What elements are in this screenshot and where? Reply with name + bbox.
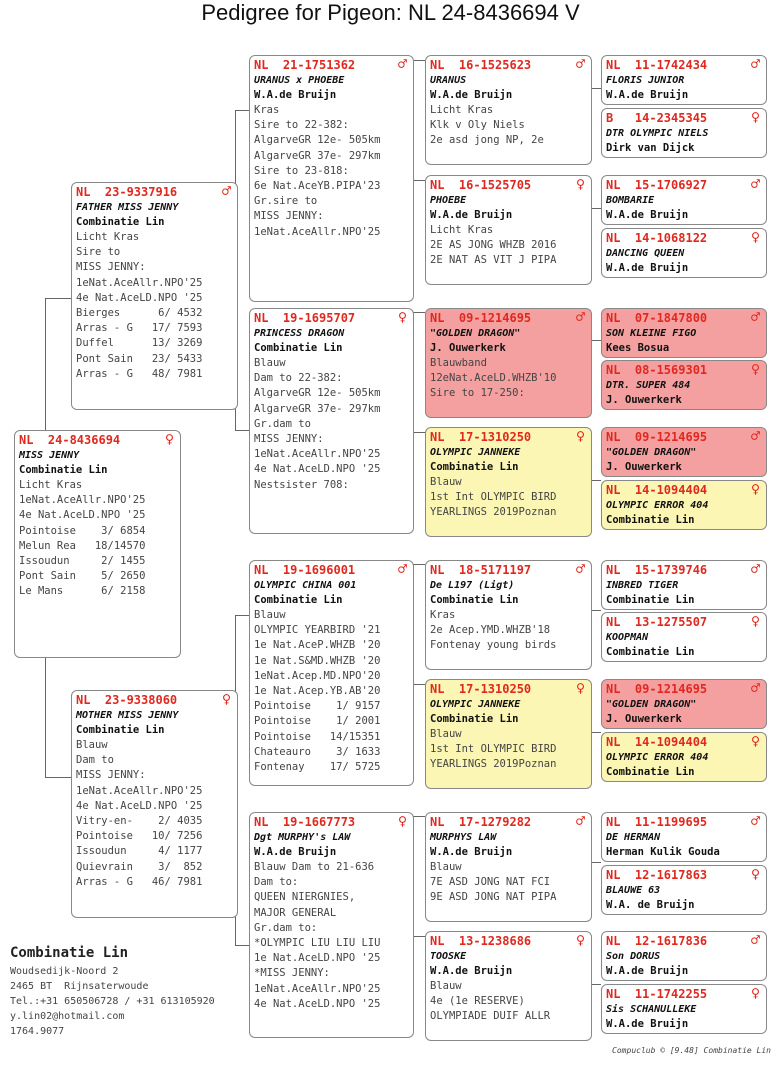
pigeon-card-g16[interactable] <box>601 984 767 1034</box>
male-icon: ♂ <box>750 308 760 326</box>
pigeon-detail-line: AlgarveGR 37e- 297km <box>254 402 381 415</box>
pigeon-owner: Combinatie Lin <box>430 461 519 473</box>
pigeon-detail-line: Bierges 6/ 4532 <box>76 307 203 320</box>
connector-line <box>413 312 425 313</box>
pigeon-name: "GOLDEN DRAGON" <box>606 447 697 458</box>
pigeon-detail-line: Pointoise 1/ 2001 <box>254 715 381 728</box>
ring-number: NL 19-1696001 <box>254 563 356 577</box>
pigeon-detail-line: Arras - G 46/ 7981 <box>76 875 203 888</box>
ring-number: NL 15-1739746 <box>606 563 708 577</box>
pigeon-detail-line: Klk v Oly Niels <box>430 119 525 132</box>
pigeon-detail-line: Blauw <box>76 739 108 751</box>
pigeon-card-g10[interactable] <box>601 612 767 662</box>
pigeon-owner: W.A.de Bruijn <box>430 846 513 858</box>
pigeon-detail-line: 1e Nat.AceP.WHZB '20 <box>254 639 381 652</box>
pigeon-detail-line: 6e Nat.AceYB.PIPA'23 <box>254 180 381 193</box>
pigeon-detail-line: Pointoise 14/15351 <box>254 730 381 743</box>
ring-number: B 14-2345345 <box>606 111 708 125</box>
pigeon-name: OLYMPIC JANNEKE <box>430 699 521 710</box>
pigeon-detail-line: AlgarveGR 12e- 505km <box>254 387 381 400</box>
pigeon-card-dsd[interactable] <box>425 679 592 789</box>
female-icon: ♀ <box>397 308 407 326</box>
pigeon-detail-line: Blauw <box>430 728 462 740</box>
pigeon-name: URANUS <box>430 75 467 86</box>
pigeon-detail-line: Licht Kras <box>19 479 83 491</box>
female-icon: ♀ <box>575 427 585 445</box>
pigeon-detail-line: 2E NAT AS VIT J PIPA <box>430 254 557 267</box>
pigeon-detail-line: Pointoise 3/ 6854 <box>19 524 146 537</box>
pigeon-owner: Combinatie Lin <box>19 464 108 476</box>
male-icon: ♂ <box>575 55 585 73</box>
pigeon-card-sds[interactable] <box>425 308 592 418</box>
pigeon-name: MURPHYS LAW <box>430 832 497 843</box>
pigeon-detail-line: Gr.dam to: <box>254 921 318 934</box>
pigeon-owner: Combinatie Lin <box>76 724 165 736</box>
pigeon-name: URANUS x PHOEBE <box>254 75 345 86</box>
pigeon-detail-line: Blauw <box>254 609 286 621</box>
pigeon-detail-line: Sire to 22-382: <box>254 119 349 132</box>
pigeon-detail-line: Nestsister 708: <box>254 478 349 491</box>
male-icon: ♂ <box>750 812 760 830</box>
pigeon-owner: W.A.de Bruijn <box>606 965 689 977</box>
pigeon-card-g9[interactable] <box>601 560 767 610</box>
pigeon-detail-line: Pont Sain 5/ 2650 <box>19 570 146 583</box>
ring-number: NL 09-1214695 <box>606 682 708 696</box>
male-icon: ♂ <box>575 560 585 578</box>
pigeon-detail-line: 1eNat.AceAllr.NPO'25 <box>254 225 381 238</box>
pigeon-detail-line: OLYMPIC YEARBIRD '21 <box>254 624 381 637</box>
male-icon: ♂ <box>750 427 760 445</box>
pigeon-name: OLYMPIC JANNEKE <box>430 447 521 458</box>
ring-number: NL 16-1525623 <box>430 58 532 72</box>
female-icon: ♀ <box>750 360 760 378</box>
pigeon-owner: Combinatie Lin <box>254 594 343 606</box>
pigeon-detail-line: 1eNat.AceAllr.NPO'25 <box>76 784 203 797</box>
ring-number: NL 13-1275507 <box>606 615 708 629</box>
pigeon-detail-line: 1st Int OLYMPIC BIRD <box>430 743 557 756</box>
pigeon-detail-line: MISS JENNY: <box>76 261 146 274</box>
pigeon-owner: Kees Bosua <box>606 342 670 354</box>
pigeon-owner: W.A.de Bruijn <box>430 89 513 101</box>
pigeon-detail-line: Kras <box>430 609 456 621</box>
pigeon-name: TOOSKE <box>430 951 467 962</box>
ring-number: NL 13-1238686 <box>430 934 532 948</box>
pigeon-detail-line: Blauw <box>430 861 462 873</box>
pigeon-owner: Combinatie Lin <box>254 342 343 354</box>
pigeon-detail-line: 1e Nat.S&MD.WHZB '20 <box>254 654 381 667</box>
connector-line <box>413 180 425 181</box>
pigeon-detail-line: *OLYMPIC LIU LIU LIU <box>254 937 381 950</box>
pigeon-card-dam-sire[interactable] <box>249 560 414 786</box>
pigeon-name: DTR. SUPER 484 <box>606 380 691 391</box>
ring-number: NL 19-1667773 <box>254 815 356 829</box>
pigeon-name: MOTHER MISS JENNY <box>76 710 179 721</box>
pigeon-name: FATHER MISS JENNY <box>76 202 179 213</box>
pigeon-detail-line: Blauwband <box>430 357 487 369</box>
pigeon-detail-line: Blauw Dam to 21-636 <box>254 861 375 873</box>
connector-line <box>413 60 425 61</box>
pigeon-detail-line: Sire to <box>76 246 121 259</box>
connector-line <box>45 657 46 777</box>
connector-line <box>413 684 425 685</box>
pigeon-detail-line: Blauw <box>430 980 462 992</box>
pigeon-detail-line: 1eNat.AceAllr.NPO'25 <box>254 982 381 995</box>
female-icon: ♀ <box>750 984 760 1002</box>
male-icon: ♂ <box>221 182 231 200</box>
pigeon-detail-line: AlgarveGR 12e- 505km <box>254 134 381 147</box>
pigeon-card-dss[interactable] <box>425 560 592 670</box>
pigeon-name: KOOPMAN <box>606 632 649 643</box>
pigeon-owner: Combinatie Lin <box>430 594 519 606</box>
software-credit: Compuclub © [9.48] Combinatie Lin <box>612 1046 771 1055</box>
pigeon-detail-line: Dam to 22-382: <box>254 372 343 385</box>
connector-line <box>235 430 249 431</box>
page-title: Pedigree for Pigeon: NL 24-8436694 V <box>201 0 580 25</box>
pigeon-owner: J. Ouwerkerk <box>606 713 682 725</box>
ring-number: NL 14-1094404 <box>606 735 708 749</box>
pigeon-detail-line: Vitry-en- 2/ 4035 <box>76 815 203 828</box>
pigeon-card-sire-dam[interactable] <box>249 308 414 534</box>
female-icon: ♀ <box>750 228 760 246</box>
pigeon-name: Dgt MURPHY's LAW <box>254 832 351 843</box>
pigeon-owner: W.A.de Bruijn <box>430 209 513 221</box>
ring-number: NL 17-1279282 <box>430 815 532 829</box>
ring-number: NL 24-8436694 <box>19 433 121 447</box>
pigeon-card-g4[interactable] <box>601 228 767 278</box>
ring-number: NL 09-1214695 <box>606 430 708 444</box>
female-icon: ♀ <box>164 430 174 448</box>
breeder-postcode: 2465 BT Rijnsaterwoude <box>10 981 149 992</box>
ring-number: NL 12-1617863 <box>606 868 708 882</box>
pigeon-name: FLORIS JUNIOR <box>606 75 685 86</box>
ring-number: NL 21-1751362 <box>254 58 356 72</box>
pigeon-detail-line: Pont Sain 23/ 5433 <box>76 352 203 365</box>
ring-number: NL 19-1695707 <box>254 311 356 325</box>
pigeon-owner: W.A.de Bruijn <box>606 89 689 101</box>
pigeon-card-ssd[interactable] <box>425 175 592 285</box>
pigeon-detail-line: Licht Kras <box>430 104 494 116</box>
pigeon-detail-line: Issoudun 4/ 1177 <box>76 845 203 858</box>
pigeon-detail-line: 1e Nat.Acep.YB.AB'20 <box>254 685 381 698</box>
pigeon-card-dam-dam[interactable] <box>249 812 414 1038</box>
connector-line <box>45 298 46 432</box>
pigeon-name: DANCING QUEEN <box>606 248 685 259</box>
pigeon-detail-line: Gr.dam to <box>254 417 311 430</box>
pigeon-owner: Herman Kulik Gouda <box>606 846 720 858</box>
pigeon-detail-line: Chateauro 3/ 1633 <box>254 745 381 758</box>
pigeon-detail-line: 4e (1e RESERVE) <box>430 995 525 1008</box>
pigeon-owner: W.A.de Bruijn <box>606 1018 689 1030</box>
pigeon-card-g12[interactable] <box>601 732 767 782</box>
ring-number: NL 23-9338060 <box>76 693 178 707</box>
pigeon-detail-line: *MISS JENNY: <box>254 967 330 980</box>
pigeon-detail-line: 12eNat.AceLD.WHZB'10 <box>430 372 557 385</box>
connector-line <box>591 88 601 89</box>
pigeon-detail-line: 2e Acep.YMD.WHZB'18 <box>430 624 551 637</box>
female-icon: ♀ <box>221 690 231 708</box>
pigeon-card-g6[interactable] <box>601 360 767 410</box>
ring-number: NL 14-1094404 <box>606 483 708 497</box>
ring-number: NL 18-5171197 <box>430 563 532 577</box>
pigeon-name: SON KLEINE FIGO <box>606 328 697 339</box>
pigeon-name: De L197 (Ligt) <box>430 580 515 591</box>
pigeon-detail-line: Licht Kras <box>76 231 140 243</box>
connector-line <box>413 432 425 433</box>
pigeon-card-g13[interactable] <box>601 812 767 862</box>
pigeon-name: MISS JENNY <box>19 450 80 461</box>
pigeon-detail-line: 4e Nat.AceLD.NPO '25 <box>254 997 381 1010</box>
female-icon: ♀ <box>750 732 760 750</box>
pigeon-detail-line: 9E ASD JONG NAT PIPA <box>430 891 557 904</box>
pigeon-detail-line: Duffel 13/ 3269 <box>76 337 203 350</box>
pigeon-detail-line: Sire to 23-818: <box>254 164 349 177</box>
ring-number: NL 14-1068122 <box>606 231 708 245</box>
pigeon-detail-line: Sire to 17-250: <box>430 387 525 400</box>
connector-line <box>45 298 71 299</box>
pigeon-detail-line: Blauw <box>430 476 462 488</box>
female-icon: ♀ <box>575 679 585 697</box>
pigeon-detail-line: 4e Nat.AceLD.NPO '25 <box>19 509 146 522</box>
pigeon-detail-line: MISS JENNY: <box>76 769 146 782</box>
male-icon: ♂ <box>750 679 760 697</box>
male-icon: ♂ <box>397 55 407 73</box>
pigeon-detail-line: 1eNat.AceAllr.NPO'25 <box>254 448 381 461</box>
pigeon-name: Son DORUS <box>606 951 661 962</box>
connector-line <box>591 984 601 985</box>
pigeon-card-g5[interactable] <box>601 308 767 358</box>
pigeon-owner: J. Ouwerkerk <box>430 342 506 354</box>
pigeon-detail-line: YEARLINGS 2019Poznan <box>430 506 557 519</box>
pigeon-detail-line: 1eNat.AceAllr.NPO'25 <box>76 276 203 289</box>
pigeon-name: OLYMPIC CHINA 001 <box>254 580 357 591</box>
ring-number: NL 07-1847800 <box>606 311 708 325</box>
breeder-address: Woudsedijk-Noord 2 <box>10 966 119 977</box>
connector-line <box>591 610 601 611</box>
pigeon-owner: Combinatie Lin <box>606 594 695 606</box>
pigeon-owner: J. Ouwerkerk <box>606 394 682 406</box>
connector-line <box>413 564 425 565</box>
breeder-id: 1764.9077 <box>10 1026 65 1037</box>
pigeon-name: DTR OLYMPIC NIELS <box>606 128 709 139</box>
pigeon-detail-line: Gr.sire to <box>254 195 318 208</box>
connector-line <box>591 732 601 733</box>
pigeon-name: BOMBARIE <box>606 195 655 206</box>
pigeon-name: "GOLDEN DRAGON" <box>430 328 521 339</box>
pigeon-detail-line: Dam to <box>76 754 114 767</box>
connector-line <box>591 208 601 209</box>
connector-line <box>235 615 249 616</box>
pigeon-card-sss[interactable] <box>425 55 592 165</box>
pigeon-card-g15[interactable] <box>601 931 767 981</box>
pigeon-card-sdd[interactable] <box>425 427 592 537</box>
ring-number: NL 12-1617836 <box>606 934 708 948</box>
pigeon-card-dds[interactable] <box>425 812 592 922</box>
pigeon-detail-line: 2E AS JONG WHZB 2016 <box>430 239 557 252</box>
pigeon-detail-line: Arras - G 48/ 7981 <box>76 367 203 380</box>
female-icon: ♀ <box>397 812 407 830</box>
pigeon-detail-line: 1eNat.Acep.MD.NPO'20 <box>254 669 381 682</box>
female-icon: ♀ <box>575 931 585 949</box>
male-icon: ♂ <box>575 308 585 326</box>
female-icon: ♀ <box>575 175 585 193</box>
female-icon: ♀ <box>750 612 760 630</box>
connector-line <box>235 945 249 946</box>
pigeon-card-dam[interactable] <box>71 690 238 918</box>
ring-number: NL 08-1569301 <box>606 363 708 377</box>
female-icon: ♀ <box>750 108 760 126</box>
pigeon-owner: W.A.de Bruijn <box>254 846 337 858</box>
breeder-name: Combinatie Lin <box>10 945 129 961</box>
pigeon-detail-line: Issoudun 2/ 1455 <box>19 555 146 568</box>
male-icon: ♂ <box>397 560 407 578</box>
pigeon-owner: W.A.de Bruijn <box>606 209 689 221</box>
pigeon-owner: Combinatie Lin <box>606 646 695 658</box>
pigeon-card-sire[interactable] <box>71 182 238 410</box>
pigeon-detail-line: Arras - G 17/ 7593 <box>76 322 203 335</box>
pigeon-detail-line: MISS JENNY: <box>254 433 324 446</box>
connector-line <box>591 862 601 863</box>
pigeon-owner: Dirk van Dijck <box>606 142 695 154</box>
ring-number: NL 11-1199695 <box>606 815 708 829</box>
connector-line <box>591 340 601 341</box>
female-icon: ♀ <box>750 480 760 498</box>
pigeon-detail-line: MISS JENNY: <box>254 210 324 223</box>
pigeon-owner: Combinatie Lin <box>76 216 165 228</box>
connector-line <box>413 936 425 937</box>
pigeon-detail-line: Pointoise 1/ 9157 <box>254 700 381 713</box>
ring-number: NL 23-9337916 <box>76 185 178 199</box>
ring-number: NL 11-1742434 <box>606 58 708 72</box>
ring-number: NL 17-1310250 <box>430 430 532 444</box>
pigeon-detail-line: Fontenay 17/ 5725 <box>254 761 381 774</box>
pigeon-detail-line: Blauw <box>254 357 286 369</box>
male-icon: ♂ <box>575 812 585 830</box>
pigeon-detail-line: 4e Nat.AceLD.NPO '25 <box>254 463 381 476</box>
male-icon: ♂ <box>750 931 760 949</box>
pigeon-card-ddd[interactable] <box>425 931 592 1041</box>
pigeon-name: Sis SCHANULLEKE <box>606 1004 697 1015</box>
male-icon: ♂ <box>750 560 760 578</box>
pigeon-detail-line: Kras <box>254 104 280 116</box>
pigeon-owner: W.A.de Bruijn <box>606 262 689 274</box>
pigeon-detail-line: Le Mans 6/ 2158 <box>19 585 146 598</box>
male-icon: ♂ <box>750 175 760 193</box>
breeder-phone: Tel.:+31 650506728 / +31 613105920 <box>10 996 215 1007</box>
ring-number: NL 09-1214695 <box>430 311 532 325</box>
pigeon-detail-line: AlgarveGR 37e- 297km <box>254 149 381 162</box>
ring-number: NL 17-1310250 <box>430 682 532 696</box>
pigeon-detail-line: Fontenay young birds <box>430 639 557 652</box>
pigeon-name: PRINCESS DRAGON <box>254 328 345 339</box>
pigeon-card-g8[interactable] <box>601 480 767 530</box>
pigeon-owner: J. Ouwerkerk <box>606 461 682 473</box>
pigeon-detail-line: 1e Nat.AceLD.NPO '25 <box>254 952 381 965</box>
pigeon-detail-line: YEARLINGS 2019Poznan <box>430 758 557 771</box>
pigeon-detail-line: 1st Int OLYMPIC BIRD <box>430 491 557 504</box>
pigeon-detail-line: QUEEN NIERGNIES, <box>254 891 356 904</box>
pigeon-name: INBRED TIGER <box>606 580 679 591</box>
pigeon-detail-line: Quievrain 3/ 852 <box>76 860 203 873</box>
pigeon-detail-line: Melun Rea 18/14570 <box>19 539 146 552</box>
pigeon-detail-line: OLYMPIADE DUIF ALLR <box>430 1010 551 1023</box>
ring-number: NL 15-1706927 <box>606 178 708 192</box>
pigeon-name: OLYMPIC ERROR 404 <box>606 500 709 511</box>
pigeon-detail-line: Licht Kras <box>430 224 494 236</box>
breeder-email: y.lin02@hotmail.com <box>10 1011 125 1022</box>
pigeon-name: DE HERMAN <box>606 832 661 843</box>
pigeon-detail-line: 2e asd jong NP, 2e <box>430 134 544 147</box>
pigeon-card-sire-sire[interactable] <box>249 55 414 302</box>
pigeon-name: OLYMPIC ERROR 404 <box>606 752 709 763</box>
pigeon-detail-line: Dam to: <box>254 876 299 889</box>
pigeon-owner: W.A.de Bruijn <box>254 89 337 101</box>
ring-number: NL 16-1525705 <box>430 178 532 192</box>
female-icon: ♀ <box>750 865 760 883</box>
pigeon-card-main[interactable] <box>14 430 181 658</box>
connector-line <box>591 480 601 481</box>
pigeon-card-g2[interactable] <box>601 108 767 158</box>
pigeon-card-g11[interactable] <box>601 679 767 729</box>
pigeon-detail-line: 1eNat.AceAllr.NPO'25 <box>19 494 146 507</box>
pigeon-detail-line: MAJOR GENERAL <box>254 906 337 919</box>
pigeon-detail-line: Pointoise 10/ 7256 <box>76 830 203 843</box>
pigeon-owner: W.A. de Bruijn <box>606 899 695 911</box>
pigeon-name: BLAUWE 63 <box>606 885 661 896</box>
pigeon-name: PHOEBE <box>430 195 467 206</box>
connector-line <box>45 777 71 778</box>
connector-line <box>235 110 249 111</box>
pigeon-owner: Combinatie Lin <box>430 713 519 725</box>
pigeon-owner: Combinatie Lin <box>606 766 695 778</box>
pigeon-card-g1[interactable] <box>601 55 767 105</box>
pigeon-detail-line: 4e Nat.AceLD.NPO '25 <box>76 291 203 304</box>
pigeon-name: "GOLDEN DRAGON" <box>606 699 697 710</box>
pigeon-detail-line: 7E ASD JONG NAT FCI <box>430 876 551 889</box>
pigeon-detail-line: 4e Nat.AceLD.NPO '25 <box>76 799 203 812</box>
pigeon-card-g14[interactable] <box>601 865 767 915</box>
pigeon-owner: Combinatie Lin <box>606 514 695 526</box>
connector-line <box>413 816 425 817</box>
ring-number: NL 11-1742255 <box>606 987 708 1001</box>
pigeon-owner: W.A.de Bruijn <box>430 965 513 977</box>
pigeon-card-g3[interactable] <box>601 175 767 225</box>
pigeon-card-g7[interactable] <box>601 427 767 477</box>
male-icon: ♂ <box>750 55 760 73</box>
